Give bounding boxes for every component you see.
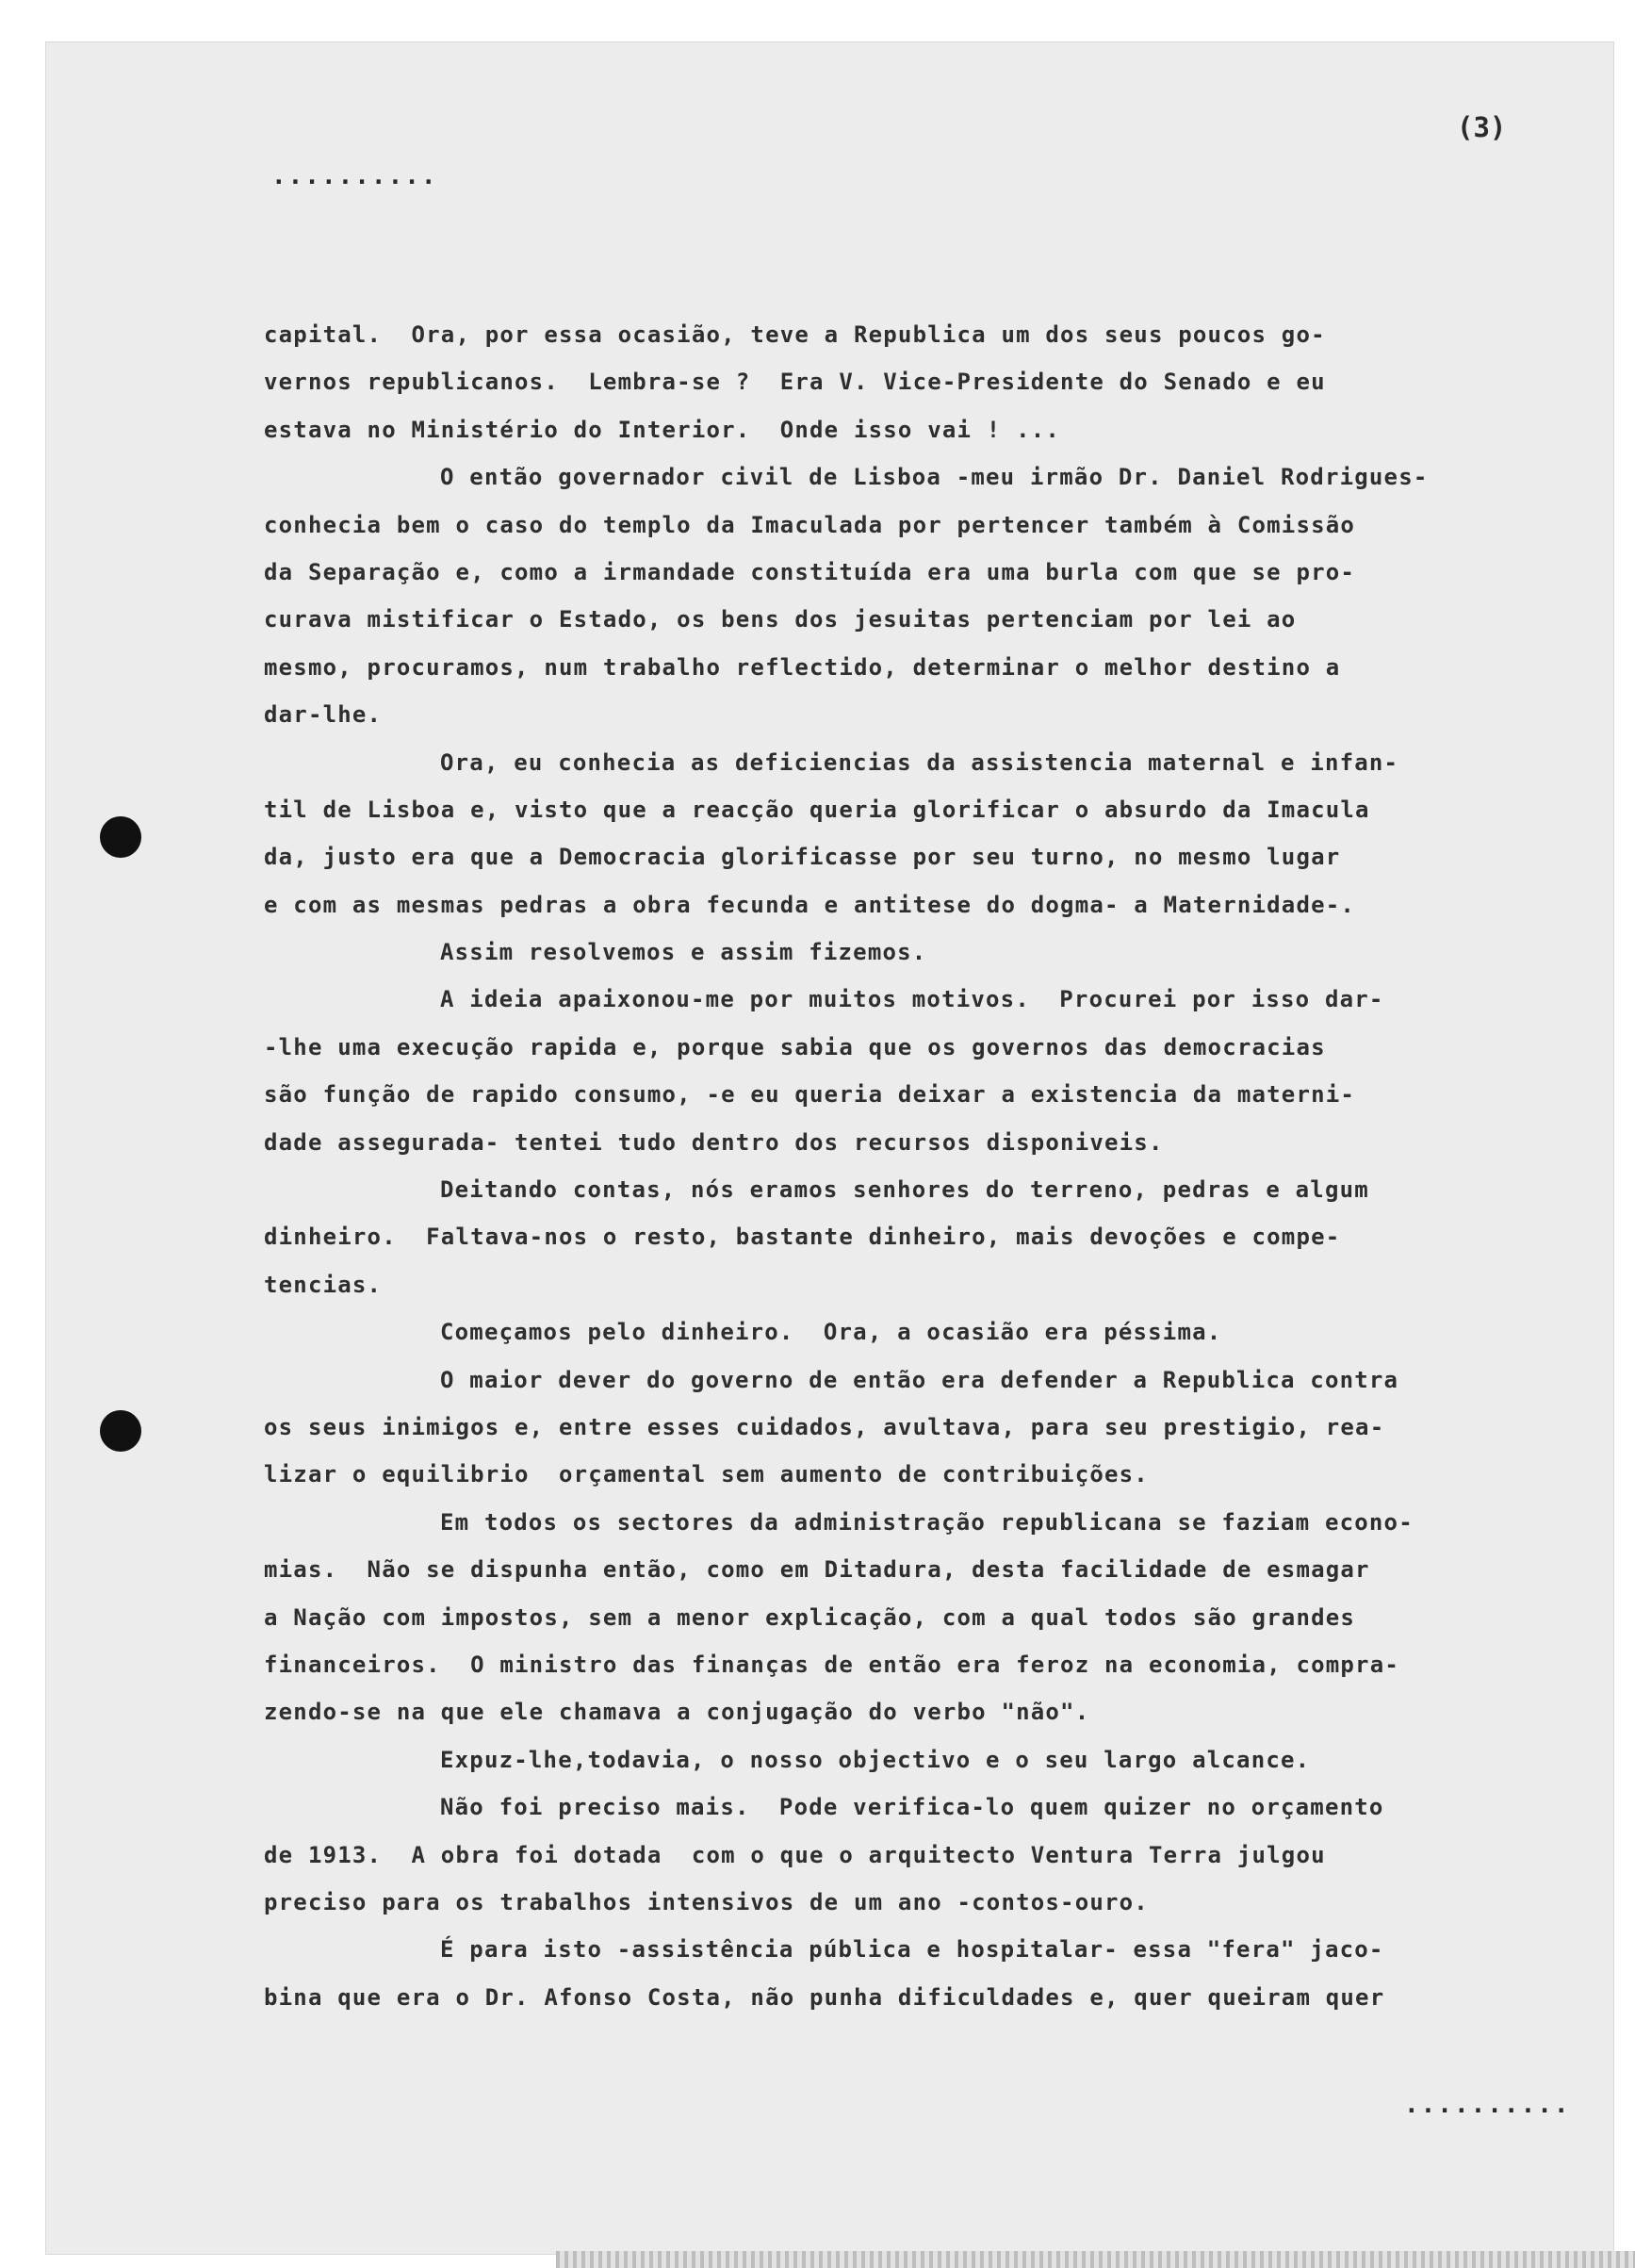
body-line: O maior dever do governo de então era defender a Republica contra bbox=[440, 1366, 1399, 1393]
body-line: curava mistificar o Estado, os bens dos jesuitas pertenciam por lei ao bbox=[264, 606, 1297, 633]
body-line: são função de rapido consumo, -e eu queria deixar a existencia da materni- bbox=[264, 1081, 1356, 1109]
body-line: estava no Ministério do Interior. Onde isso vai ! ... bbox=[264, 416, 1061, 443]
body-line: bina que era o Dr. Afonso Costa, não punha dificuldades e, quer queiram quer bbox=[264, 1983, 1385, 2011]
letter-body bbox=[264, 311, 1602, 2021]
body-line: capital. Ora, por essa ocasião, teve a Republica um dos seus poucos go- bbox=[264, 321, 1326, 348]
body-line: dade assegurada- tentei tudo dentro dos recursos disponiveis. bbox=[264, 1128, 1164, 1156]
body-line: Começamos pelo dinheiro. Ora, a ocasião era péssima. bbox=[440, 1319, 1222, 1346]
body-line: mias. Não se dispunha então, como em Ditadura, desta facilidade de esmagar bbox=[264, 1556, 1370, 1584]
body-line: os seus inimigos e, entre esses cuidados, avultava, para seu prestigio, rea- bbox=[264, 1413, 1385, 1440]
body-line: conhecia bem o caso do templo da Imaculada por pertencer também à Comissão bbox=[264, 511, 1356, 538]
body-line: da Separação e, como a irmandade constituída era uma burla com que se pro- bbox=[264, 558, 1356, 585]
body-line: A ideia apaixonou-me por muitos motivos. Procurei por isso dar- bbox=[440, 986, 1384, 1013]
body-line: dar-lhe. bbox=[264, 701, 383, 729]
page-number: (3) bbox=[1457, 111, 1507, 143]
continuation-dots-bottom: .......... bbox=[1404, 2091, 1571, 2119]
body-line: a Nação com impostos, sem a menor explicação, com a qual todos são grandes bbox=[264, 1603, 1356, 1631]
body-line: lizar o equilibrio orçamental sem aumento de contribuições. bbox=[264, 1461, 1149, 1488]
body-line: É para isto -assistência pública e hospitalar- essa "fera" jaco- bbox=[440, 1936, 1384, 1964]
body-line: mesmo, procuramos, num trabalho reflectido, determinar o melhor destino a bbox=[264, 653, 1341, 681]
punch-hole-upper bbox=[100, 816, 141, 858]
body-line: -lhe uma execução rapida e, porque sabia que os governos das democracias bbox=[264, 1033, 1326, 1060]
punch-hole-lower bbox=[100, 1410, 141, 1452]
body-line: Ora, eu conhecia as deficiencias da assistencia maternal e infan- bbox=[440, 748, 1399, 776]
body-line: tencias. bbox=[264, 1271, 383, 1298]
body-line: dinheiro. Faltava-nos o resto, bastante dinheiro, mais devoções e compe- bbox=[264, 1224, 1341, 1251]
body-line: Deitando contas, nós eramos senhores do terreno, pedras e algum bbox=[440, 1176, 1369, 1204]
body-line: til de Lisboa e, visto que a reacção queria glorificar o absurdo da Imacula bbox=[264, 796, 1370, 823]
body-line: vernos republicanos. Lembra-se ? Era V. Vice-Presidente do Senado e eu bbox=[264, 369, 1326, 396]
continuation-dots-top: .......... bbox=[271, 162, 438, 190]
body-line: de 1913. A obra foi dotada com o que o arquitecto Ventura Terra julgou bbox=[264, 1841, 1326, 1868]
body-line: Assim resolvemos e assim fizemos. bbox=[440, 939, 927, 966]
body-line: da, justo era que a Democracia glorificasse por seu turno, no mesmo lugar bbox=[264, 844, 1341, 871]
body-line: Expuz-lhe,todavia, o nosso objectivo e o seu largo alcance. bbox=[440, 1746, 1311, 1773]
body-line: zendo-se na que ele chamava a conjugação do verbo "não". bbox=[264, 1699, 1090, 1726]
body-line: O então governador civil de Lisboa -meu irmão Dr. Daniel Rodrigues- bbox=[440, 464, 1429, 491]
body-line: Não foi preciso mais. Pode verifica-lo quem quizer no orçamento bbox=[440, 1794, 1384, 1821]
body-line: preciso para os trabalhos intensivos de um ano -contos-ouro. bbox=[264, 1888, 1149, 1915]
scan-edge-strip bbox=[556, 2251, 1635, 2268]
body-line: Em todos os sectores da administração republicana se faziam econo- bbox=[440, 1508, 1414, 1536]
body-line: e com as mesmas pedras a obra fecunda e antitese do dogma- a Maternidade-. bbox=[264, 891, 1356, 918]
body-line: financeiros. O ministro das finanças de então era feroz na economia, compra- bbox=[264, 1651, 1399, 1678]
